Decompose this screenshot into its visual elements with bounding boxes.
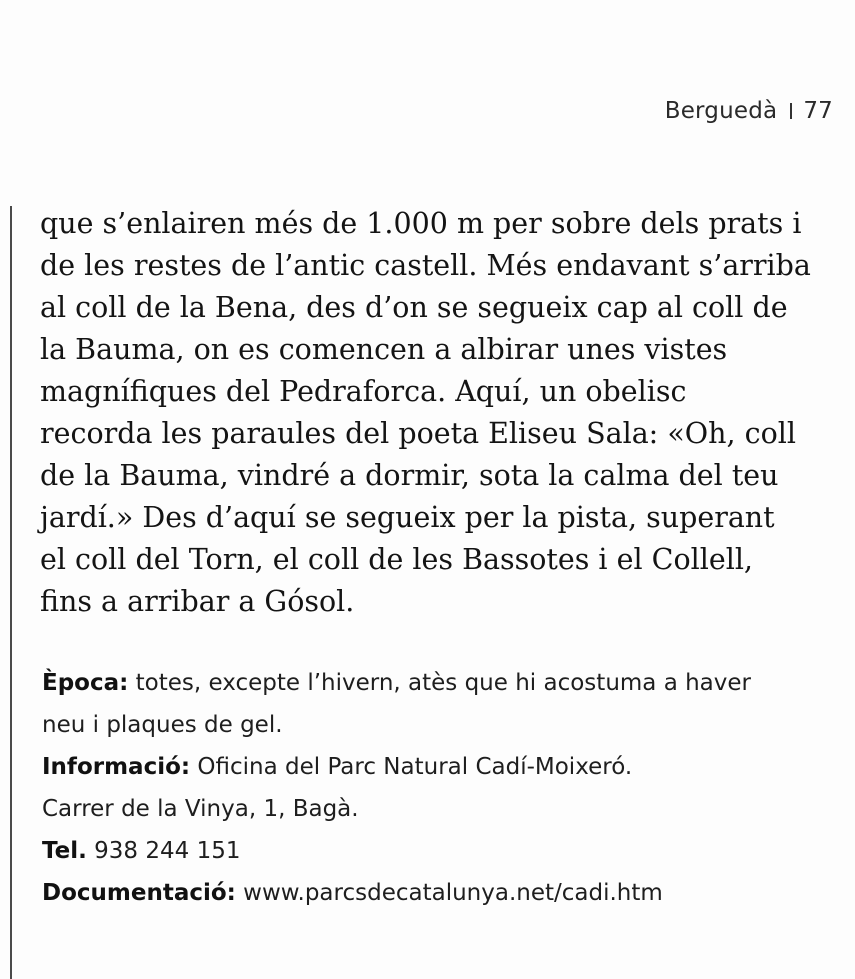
body-line: jardí.» Des d’aquí se segueix per la pista, superant — [40, 501, 775, 534]
header-separator — [790, 103, 792, 119]
informacio-label: Informació: — [42, 754, 191, 780]
documentacio-line — [42, 872, 842, 914]
section-title: Berguedà — [664, 98, 778, 124]
epoca-text: totes, excepte l’hivern, atès que hi acostuma a haver — [128, 670, 751, 696]
epoca-line-continued: neu i plaques de gel. — [42, 712, 283, 738]
tel-line — [42, 830, 842, 872]
article-body-paragraph — [40, 203, 840, 623]
body-line: la Bauma, on es comencen a albirar unes vistes — [40, 333, 728, 366]
body-line: fins a arribar a Gósol. — [40, 585, 355, 618]
page-number: 77 — [803, 98, 833, 124]
documentacio-label: Documentació: — [42, 880, 236, 906]
informacio-line — [42, 746, 842, 788]
body-line: de les restes de l’antic castell. Més endavant s’arriba — [40, 249, 811, 282]
epoca-label: Època: — [42, 670, 129, 696]
epoca-line — [42, 662, 842, 704]
practical-info-box — [42, 662, 842, 914]
body-line: al coll de la Bena, des d’on se segueix cap al coll de — [40, 291, 788, 324]
tel-number: 938 244 151 — [86, 838, 241, 864]
informacio-text: Oficina del Parc Natural Cadí-Moixeró. — [190, 754, 633, 780]
body-line: de la Bauma, vindré a dormir, sota la calma del teu — [40, 459, 779, 492]
body-line: el coll del Torn, el coll de les Bassotes i el Collell, — [40, 543, 753, 576]
informacio-address: Carrer de la Vinya, 1, Bagà. — [42, 796, 359, 822]
tel-label: Tel. — [42, 838, 87, 864]
body-line: magnífiques del Pedraforca. Aquí, un obelisc — [40, 375, 687, 408]
running-header — [665, 98, 833, 124]
column-margin-rule — [10, 206, 12, 979]
documentacio-url: www.parcsdecatalunya.net/cadi.htm — [235, 880, 663, 906]
body-line: que s’enlairen més de 1.000 m per sobre dels prats i — [40, 207, 802, 240]
body-line: recorda les paraules del poeta Eliseu Sala: «Oh, coll — [40, 417, 796, 450]
